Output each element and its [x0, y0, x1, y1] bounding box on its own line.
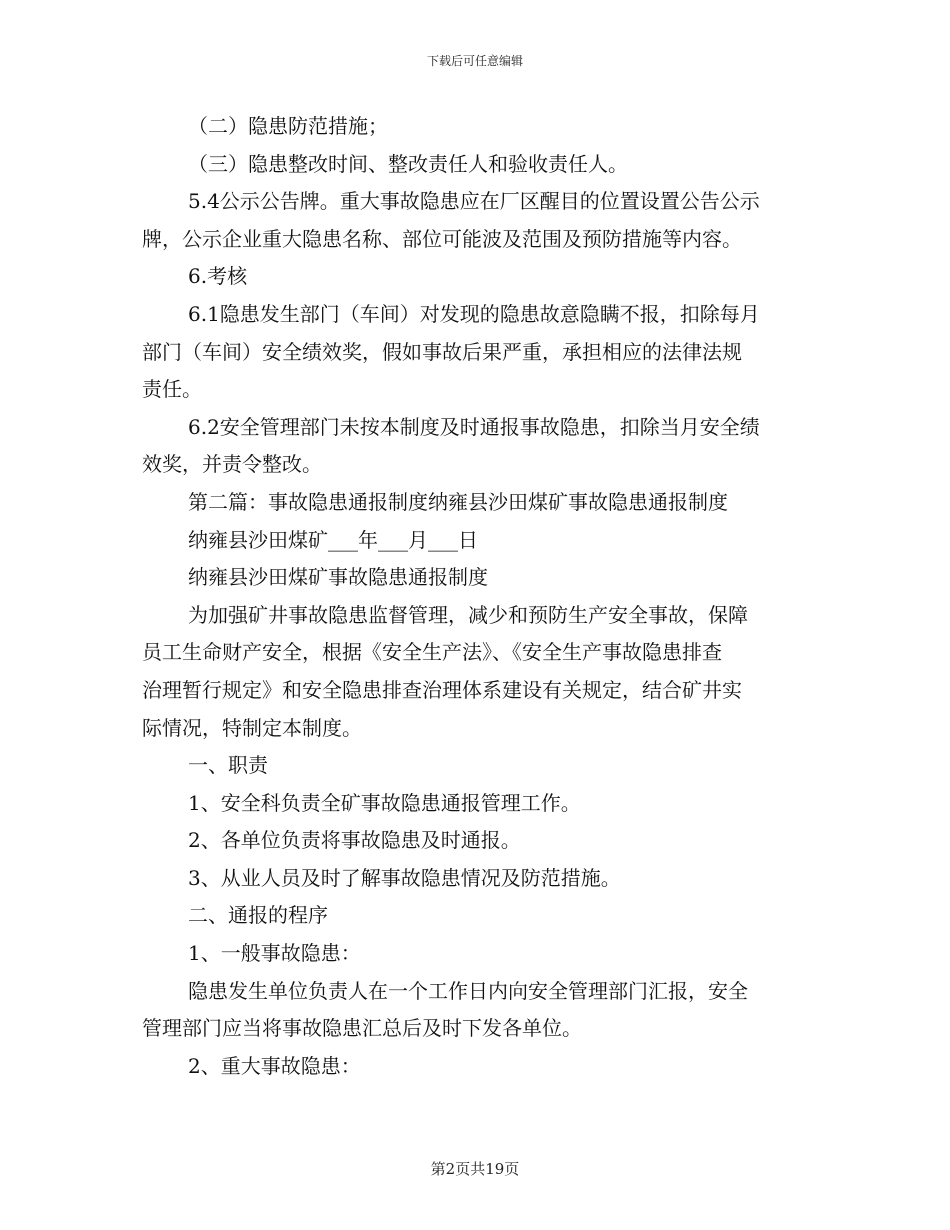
- text-line: 效奖，并责令整改。: [142, 452, 322, 477]
- text-line: 部门（车间）安全绩效奖，假如事故后果严重，承担相应的法律法规: [142, 339, 742, 364]
- section-heading: 二、通报的程序: [188, 903, 328, 928]
- text-line: 治理暂行规定》和安全隐患排查治理体系建设有关规定，结合矿井实: [142, 677, 742, 702]
- list-item: 2、各单位负责将事故隐患及时通报。: [188, 828, 521, 853]
- text-line: 5.4公示公告牌。重大事故隐患应在厂区醒目的位置设置公告公示: [188, 189, 760, 214]
- text-line: 6.1隐患发生部门（车间）对发现的隐患故意隐瞒不报，扣除每月: [188, 301, 760, 326]
- document-body: [142, 108, 810, 1085]
- text-line: 隐患发生单位负责人在一个工作日内向安全管理部门汇报，安全: [188, 978, 748, 1003]
- document-title: 纳雍县沙田煤矿事故隐患通报制度: [188, 565, 488, 590]
- text-line: 为加强矿井事故隐患监督管理，减少和预防生产安全事故，保障: [188, 602, 748, 627]
- page-header: 下载后可任意编辑: [426, 54, 523, 68]
- list-item: 2、重大事故隐患：: [188, 1053, 361, 1078]
- section-heading: 6.考核: [188, 264, 248, 289]
- text-line: 6.2安全管理部门未按本制度及时通报事故隐患，扣除当月安全绩: [188, 414, 760, 439]
- text-line: 际情况，特制定本制度。: [142, 715, 362, 740]
- text-line: 责任。: [142, 377, 202, 402]
- section-heading: 一、职责: [188, 753, 268, 778]
- text-line: （三）隐患整改时间、整改责任人和验收责任人。: [188, 151, 628, 176]
- list-item: 1、一般事故隐患：: [188, 941, 361, 966]
- list-item: 1、安全科负责全矿事故隐患通报管理工作。: [188, 790, 581, 815]
- list-item: 3、从业人员及时了解事故隐患情况及防范措施。: [188, 865, 621, 890]
- chapter-title: 第二篇：事故隐患通报制度纳雍县沙田煤矿事故隐患通报制度: [188, 489, 728, 514]
- page-footer: 第2页共19页: [430, 1160, 520, 1178]
- text-line: 管理部门应当将事故隐患汇总后及时下发各单位。: [142, 1016, 582, 1041]
- text-line: 牌，公示企业重大隐患名称、部位可能波及范围及预防措施等内容。: [142, 226, 742, 251]
- text-line: 员工生命财产安全，根据《安全生产法》、《安全生产事故隐患排查: [142, 640, 722, 665]
- text-line: （二）隐患防范措施；: [188, 114, 388, 138]
- date-line: 纳雍县沙田煤矿___年___月___日: [188, 527, 478, 552]
